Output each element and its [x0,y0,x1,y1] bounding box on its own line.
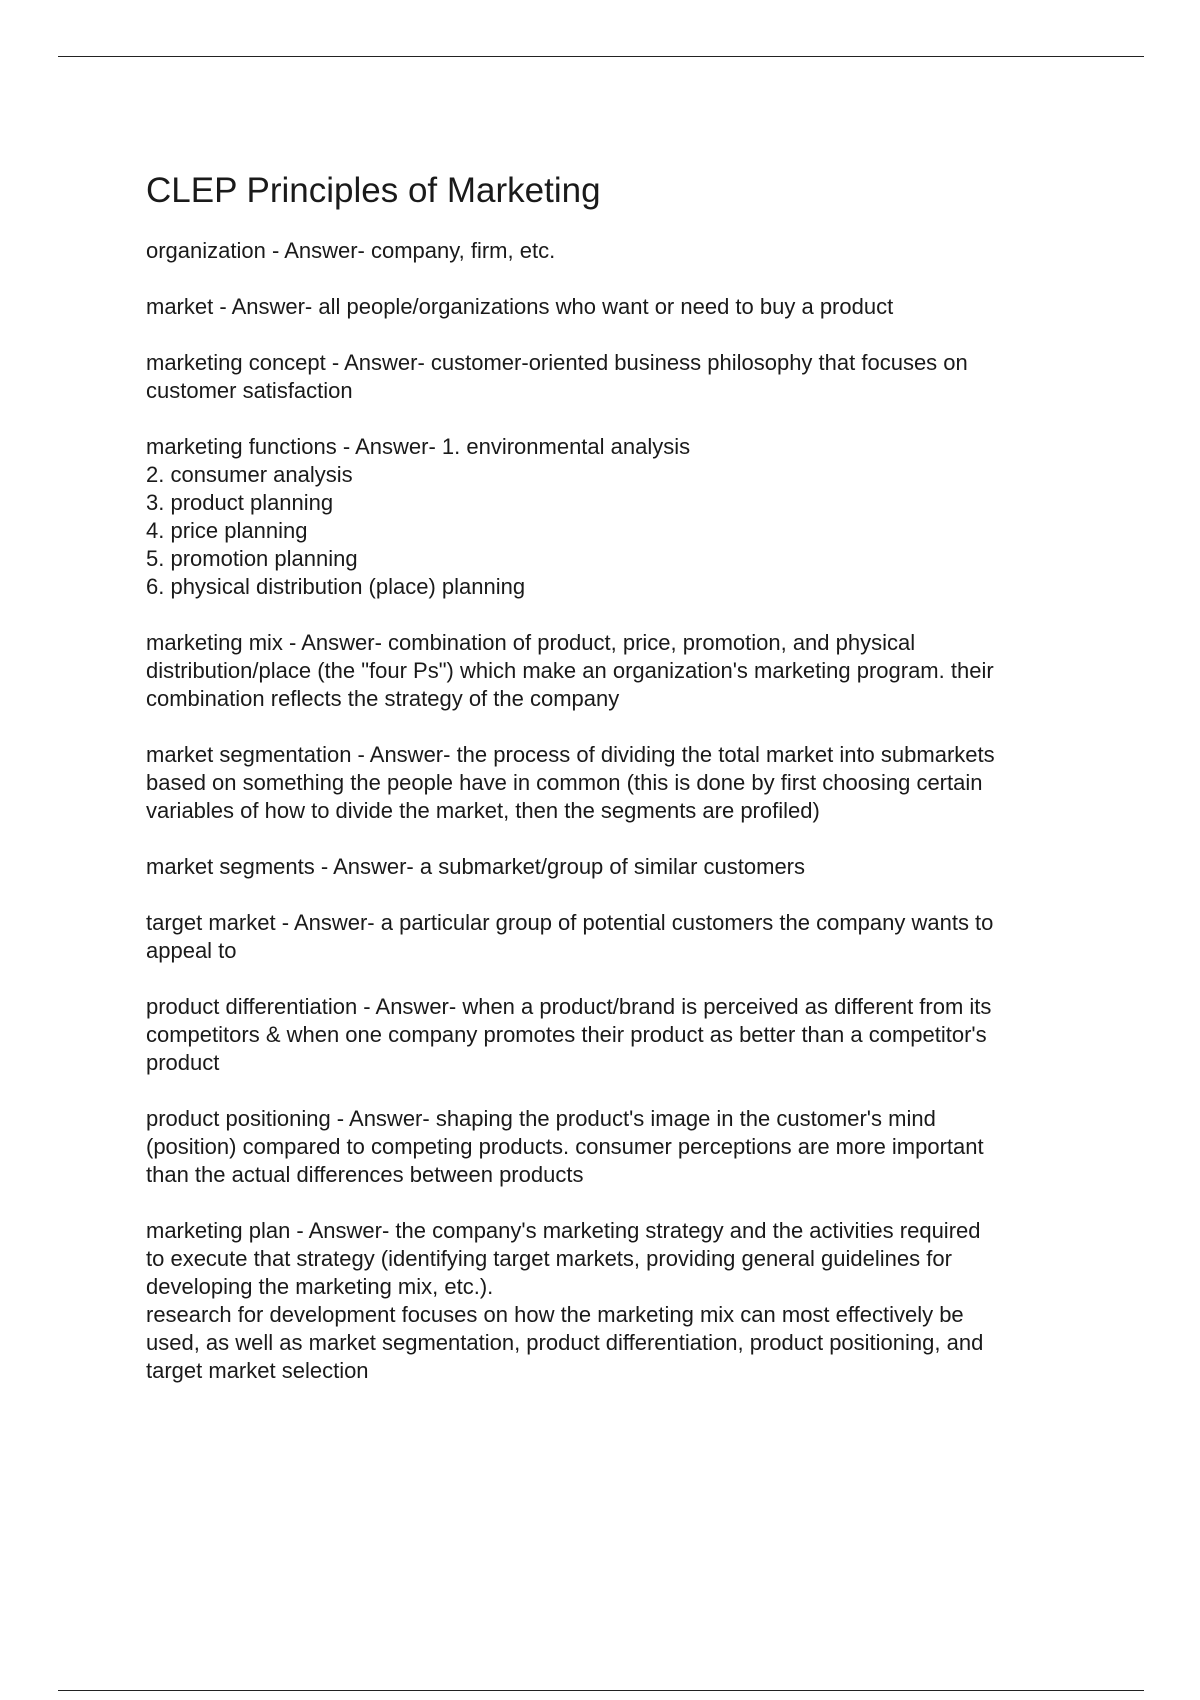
flashcard-entry: marketing concept - Answer- customer-oriented business philosophy that focuses on customer satisfaction [146,350,968,403]
flashcard-entry: product differentiation - Answer- when a product/brand is perceived as different from its competitors & when one company promotes their product as better than a competitor's product [146,994,992,1075]
flashcard-entry: market - Answer- all people/organizations who want or need to buy a product [146,294,894,319]
top-divider [58,56,1144,57]
flashcard-entry: marketing functions - Answer- 1. environmental analysis 2. consumer analysis 3. product planning 4. price planning 5. promotion planning 6. physical distribution (place) planning [146,434,691,599]
document-body [146,170,1086,1413]
flashcard-entry: market segmentation - Answer- the process of dividing the total market into submarkets based on something the people have in common (this is done by first choosing certain variables of how to divide the market, then the segments are profiled) [146,742,995,823]
flashcard-entry: organization - Answer- company, firm, etc. [146,238,556,263]
flashcard-entry: target market - Answer- a particular group of potential customers the company wants to appeal to [146,910,994,963]
flashcard-entry: product positioning - Answer- shaping the product's image in the customer's mind (position) compared to competing products. consumer perceptions are more important than the actual differences between products [146,1106,984,1187]
flashcard-entry: market segments - Answer- a submarket/group of similar customers [146,854,806,879]
bottom-divider [58,1690,1144,1691]
page-title: CLEP Principles of Marketing [146,171,601,210]
flashcard-entry: marketing mix - Answer- combination of product, price, promotion, and physical distribution/place (the "four Ps") which make an organization's marketing program. their combination reflects the strategy of the company [146,630,994,711]
flashcard-entry: marketing plan - Answer- the company's marketing strategy and the activities required to execute that strategy (identifying target markets, providing general guidelines for developing the marketing mix, etc.). research for development focuses on how the marketing mix can most effectively be used, as well as market segmentation, product differentiation, product positioning, and target market selection [146,1218,984,1383]
